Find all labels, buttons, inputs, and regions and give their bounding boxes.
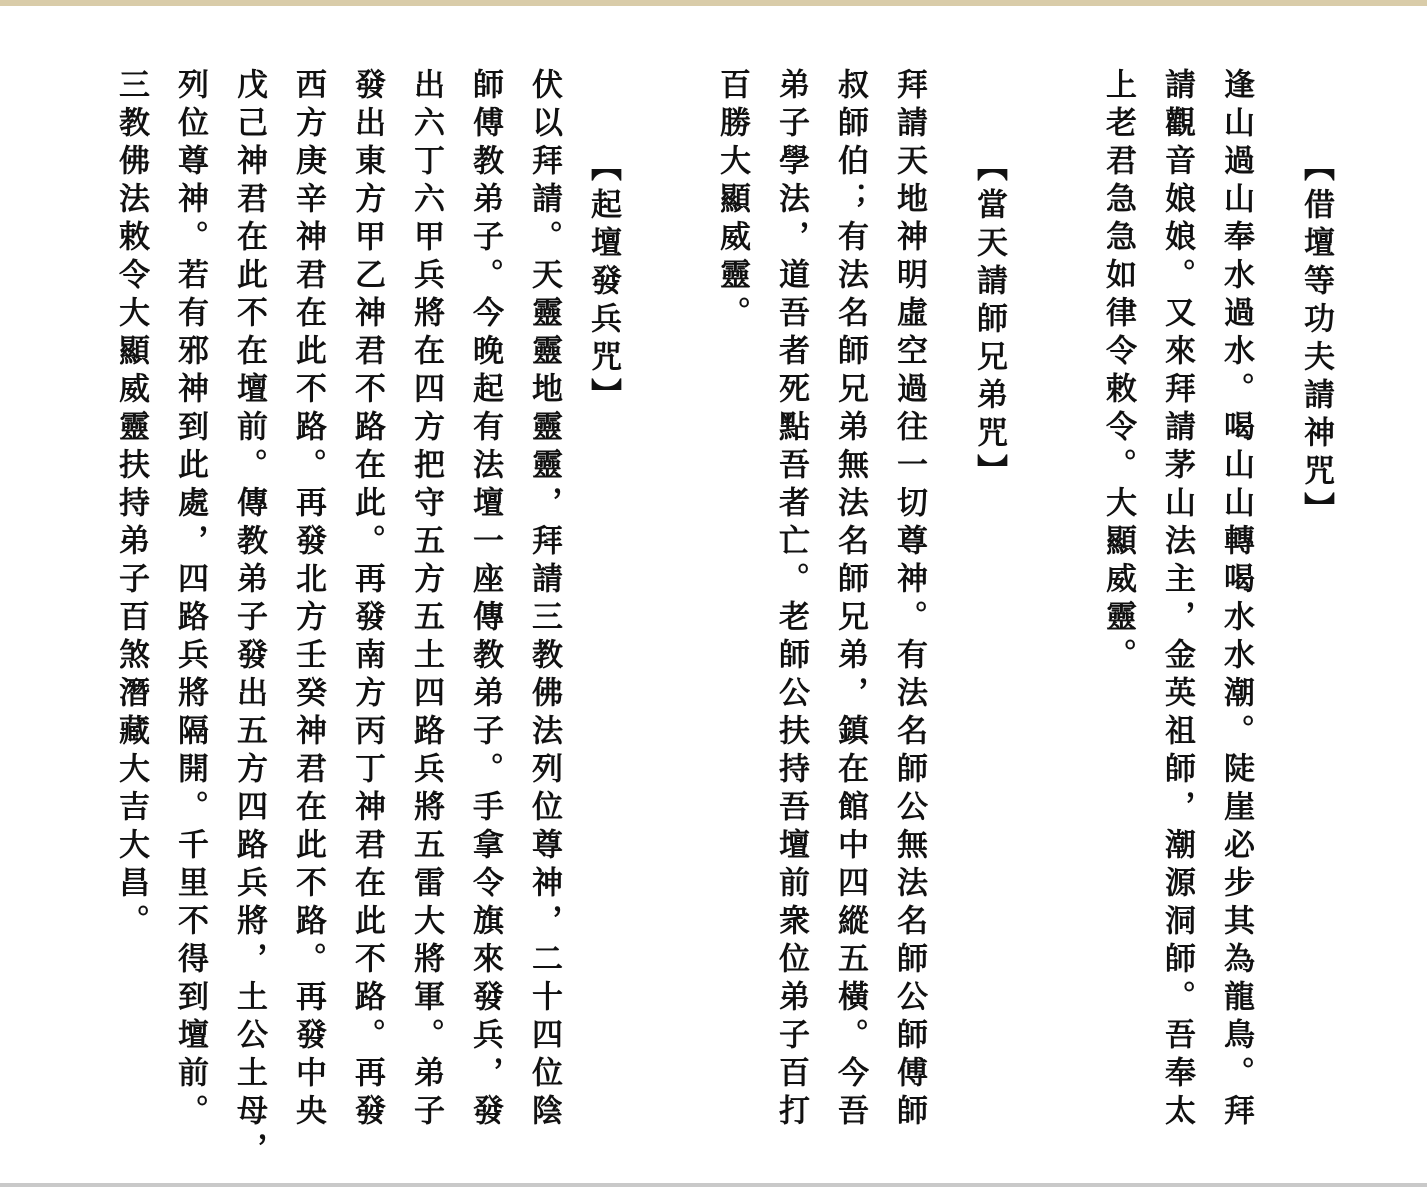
bottom-border	[0, 1183, 1427, 1187]
section-3-title: 【起壇發兵咒】	[585, 150, 621, 416]
section-2-line-4: 百勝大顯威靈。	[714, 68, 750, 334]
section-2-line-2: 叔師伯；有法名師兄弟無法名師兄弟，鎮在館中四縱五橫。今吾	[832, 68, 868, 1132]
section-2-line-1: 拜請天地神明虛空過往一切尊神。有法名師公無法名師公師傅師	[891, 68, 927, 1132]
section-1-line-2: 請觀音娘娘。又來拜請茅山法主，金英祖師，潮源洞師。吾奉太	[1159, 68, 1195, 1132]
top-border	[0, 0, 1427, 6]
section-3-line-2: 師傅教弟子。今晚起有法壇一座傳教弟子。手拿令旗來發兵，發	[467, 68, 503, 1132]
section-1-line-3: 上老君急急如律令敕令。大顯威靈。	[1100, 68, 1136, 676]
section-3-line-4: 發出東方甲乙神君不路在此。再發南方丙丁神君在此不路。再發	[349, 68, 385, 1132]
section-3-line-1: 伏以拜請。天靈靈地靈靈，拜請三教佛法列位尊神，二十四位陰	[526, 68, 562, 1132]
section-2-line-3: 弟子學法，道吾者死點吾者亡。老師公扶持吾壇前衆位弟子百打	[773, 68, 809, 1132]
section-1-title: 【借壇等功夫請神咒】	[1298, 150, 1334, 530]
section-3-line-5: 西方庚辛神君在此不路。再發北方壬癸神君在此不路。再發中央	[290, 68, 326, 1132]
section-1-line-1: 逢山過山奉水過水。喝山山轉喝水水潮。陡崖必步其為龍鳥。拜	[1218, 68, 1254, 1132]
section-2-title: 【當天請師兄弟咒】	[971, 150, 1007, 492]
section-3-line-8: 三教佛法敕令大顯威靈扶持弟子百煞潛藏大吉大昌。	[113, 68, 149, 942]
section-3-line-7: 列位尊神。若有邪神到此處，四路兵將隔開。千里不得到壇前。	[172, 68, 208, 1132]
section-3-line-3: 出六丁六甲兵將在四方把守五方五土四路兵將五雷大將軍。弟子	[408, 68, 444, 1132]
section-3-line-6: 戊己神君在此不在壇前。傳教弟子發出五方四路兵將，土公土母，	[231, 68, 267, 1170]
